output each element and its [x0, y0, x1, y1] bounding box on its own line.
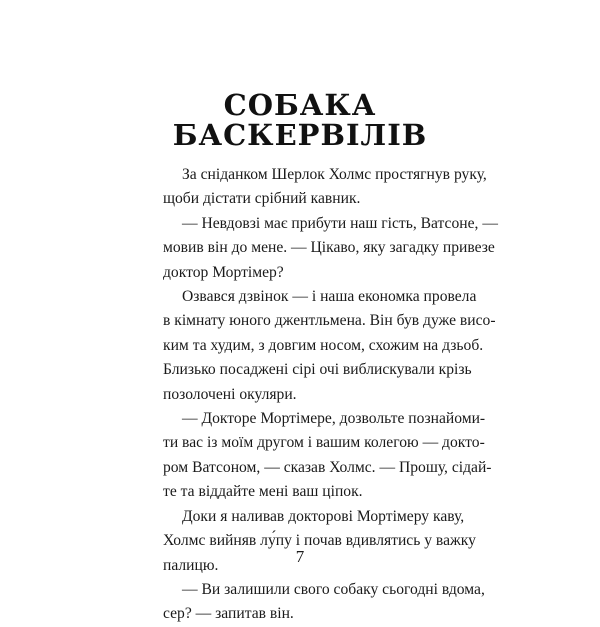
- text-line: — Ви залишили свого собаку сьогодні вдома,: [182, 580, 485, 598]
- text-line: — Невдовзі має прибути наш гість, Ватсоне, —: [182, 214, 498, 232]
- text-line: те та віддайте мені ваш ціпок.: [163, 483, 363, 501]
- paragraph-3: [163, 285, 496, 407]
- text-line: Озвався дзвінок — і наша економка провела: [182, 288, 477, 306]
- text-line: позолочені окуляри.: [163, 385, 297, 403]
- chapter-title-line-2: БАСКЕРВІЛІВ: [172, 118, 428, 152]
- chapter-title-line-1: СОБАКА: [223, 88, 377, 122]
- text-line: Доки я наливав докторові Мортімеру каву,: [182, 507, 465, 525]
- text-line: ти вас із моїм другом і вашим колегою — докто-: [163, 434, 485, 452]
- paragraph-2: [163, 212, 498, 285]
- text-line: в кімнату юного джентльмена. Він був дуже висо-: [163, 312, 496, 330]
- text-line: ким та худим, з довгим носом, схожим на дзьоб.: [163, 336, 484, 354]
- paragraph-1: [163, 163, 487, 212]
- text-line: Близько посаджені сірі очі виблискували крізь: [163, 361, 472, 379]
- text-line: мовив він до мене. — Цікаво, яку загадку привезе: [163, 239, 495, 257]
- text-line: Холмс вийняв лу́пу і почав вдивлятись у важку: [163, 532, 476, 550]
- text-line: — Докторе Мортімере, дозвольте познайоми-: [182, 410, 486, 428]
- paragraph-6: [163, 578, 485, 627]
- text-line: ром Ватсоном, — сказав Холмс. — Прошу, сідай-: [163, 458, 492, 476]
- chapter-title: [0, 90, 600, 150]
- text-line: палицю.: [163, 556, 219, 574]
- paragraph-4: [163, 407, 492, 505]
- text-line: щоби дістати срібний кавник.: [163, 190, 361, 208]
- text-line: сер? — запитав він.: [163, 605, 294, 623]
- text-line: доктор Мортімер?: [163, 263, 284, 281]
- page-number: 7: [295, 547, 305, 566]
- text-line: За сніданком Шерлок Холмс простягнув руку,: [182, 166, 487, 183]
